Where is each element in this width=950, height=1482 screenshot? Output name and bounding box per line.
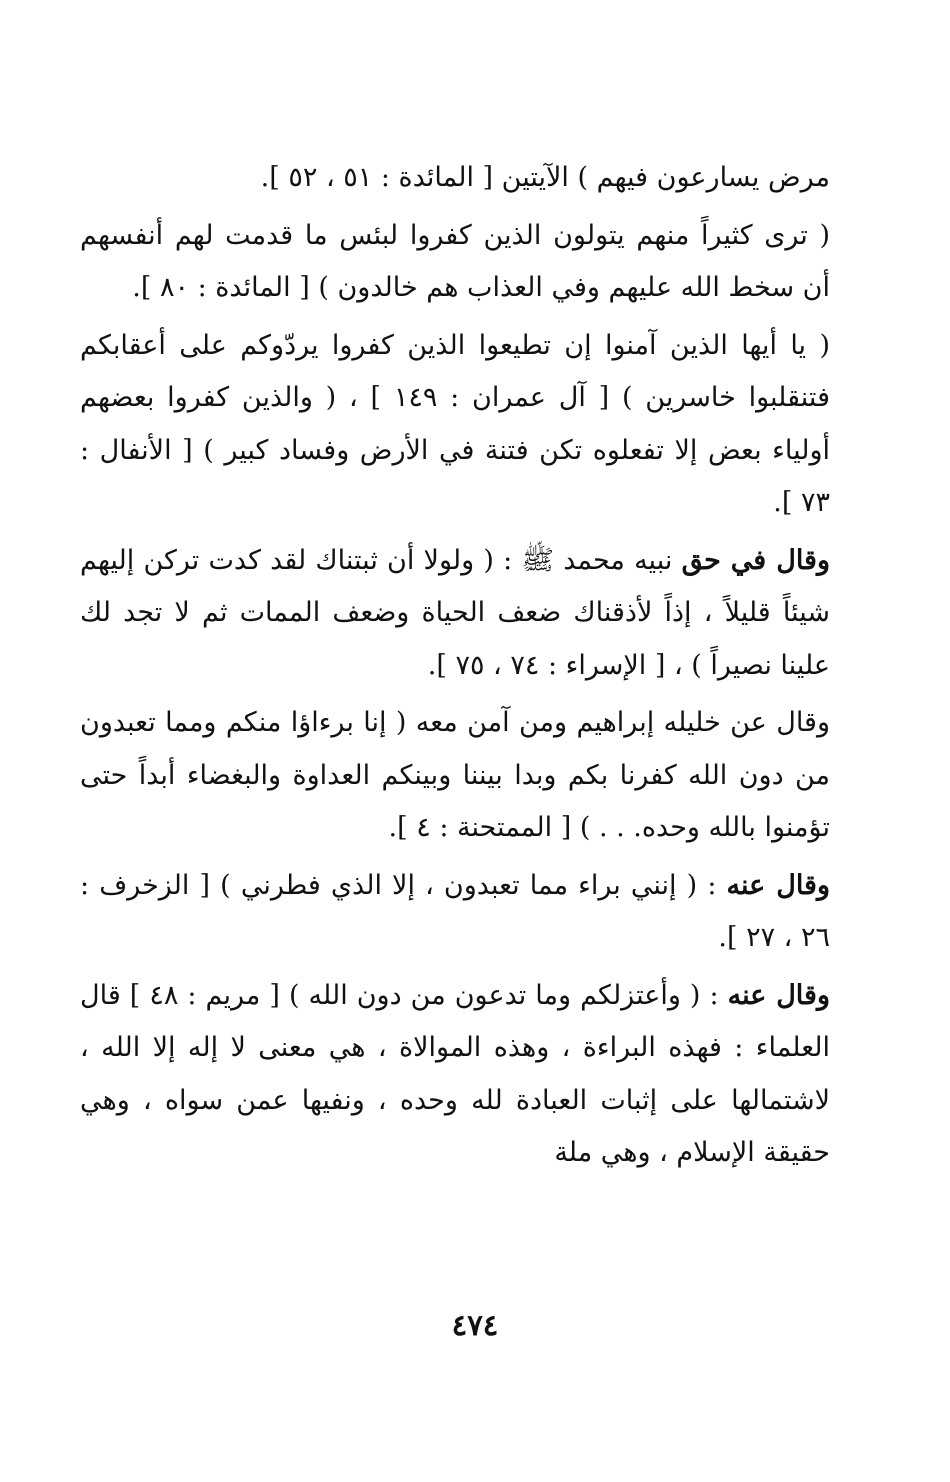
page-number: ٤٧٤	[451, 1308, 499, 1342]
paragraph-5-text: وقال عن خليله إبراهيم ومن آمن معه ( إنا برءاؤا منكم ومما تعبدون من دون الله كفرنا بكم وبدا بيننا وبينكم العداوة والبغضاء أبداً حتى تؤمنوا بالله وحده. . . ) [ الممتحنة : ٤ ].	[80, 707, 830, 843]
paragraph-6	[80, 860, 830, 965]
paragraph-3-text: ( يا أيها الذين آمنوا إن تطيعوا الذين كفروا يردّوكم على أعقابكم فتنقلبوا خاسرين ) [ آل عمران : ١٤٩ ] ، ( والذين كفروا بعضهم أولياء بعض إلا تفعلوه تكن فتنة في الأرض وفساد كبير ) [ الأنفال : ٧٣ ].	[80, 329, 830, 518]
paragraph-1	[80, 152, 830, 205]
paragraph-2	[80, 210, 830, 315]
paragraph-7	[80, 970, 830, 1180]
paragraph-4	[80, 535, 830, 693]
paragraph-7-text: : ( وأعتزلكم وما تدعون من دون الله ) [ مريم : ٤٨ ] قال العلماء : فهذه البراءة ، وهذه الموالاة ، هي معنى لا إله إلا الله ، لاشتمالها على إثبات العبادة لله وحده ، ونفيها عمن سواه ، وهي حقيقة الإسلام ، وهي ملة	[80, 979, 830, 1168]
paragraph-1-text: مرض يسارعون فيهم ) الآيتين [ المائدة : ٥١ ، ٥٢ ].	[260, 162, 830, 193]
paragraph-6-lead: وقال عنه	[726, 869, 830, 901]
paragraph-2-text: ( ترى كثيراً منهم يتولون الذين كفروا لبئس ما قدمت لهم أنفسهم أن سخط الله عليهم وفي العذاب هم خالدون ) [ المائدة : ٨٠ ].	[80, 219, 830, 303]
paragraph-6-text: : ( إنني براء مما تعبدون ، إلا الذي فطرني ) [ الزخرف : ٢٦ ، ٢٧ ].	[80, 869, 830, 953]
paragraph-7-lead: وقال عنه	[727, 979, 830, 1011]
paragraph-4-lead: وقال في حق	[681, 544, 830, 576]
paragraph-4-text: نبيه محمد ﷺ : ( ولولا أن ثبتناك لقد كدت تركن إليهم شيئاً قليلاً ، إذاً لأذقناك ضعف الحياة وضعف الممات ثم لا تجد لك علينا نصيراً ) ، [ الإسراء : ٧٤ ، ٧٥ ].	[80, 544, 830, 681]
paragraph-5	[80, 697, 830, 855]
body-text	[80, 152, 830, 1185]
paragraph-3	[80, 320, 830, 530]
